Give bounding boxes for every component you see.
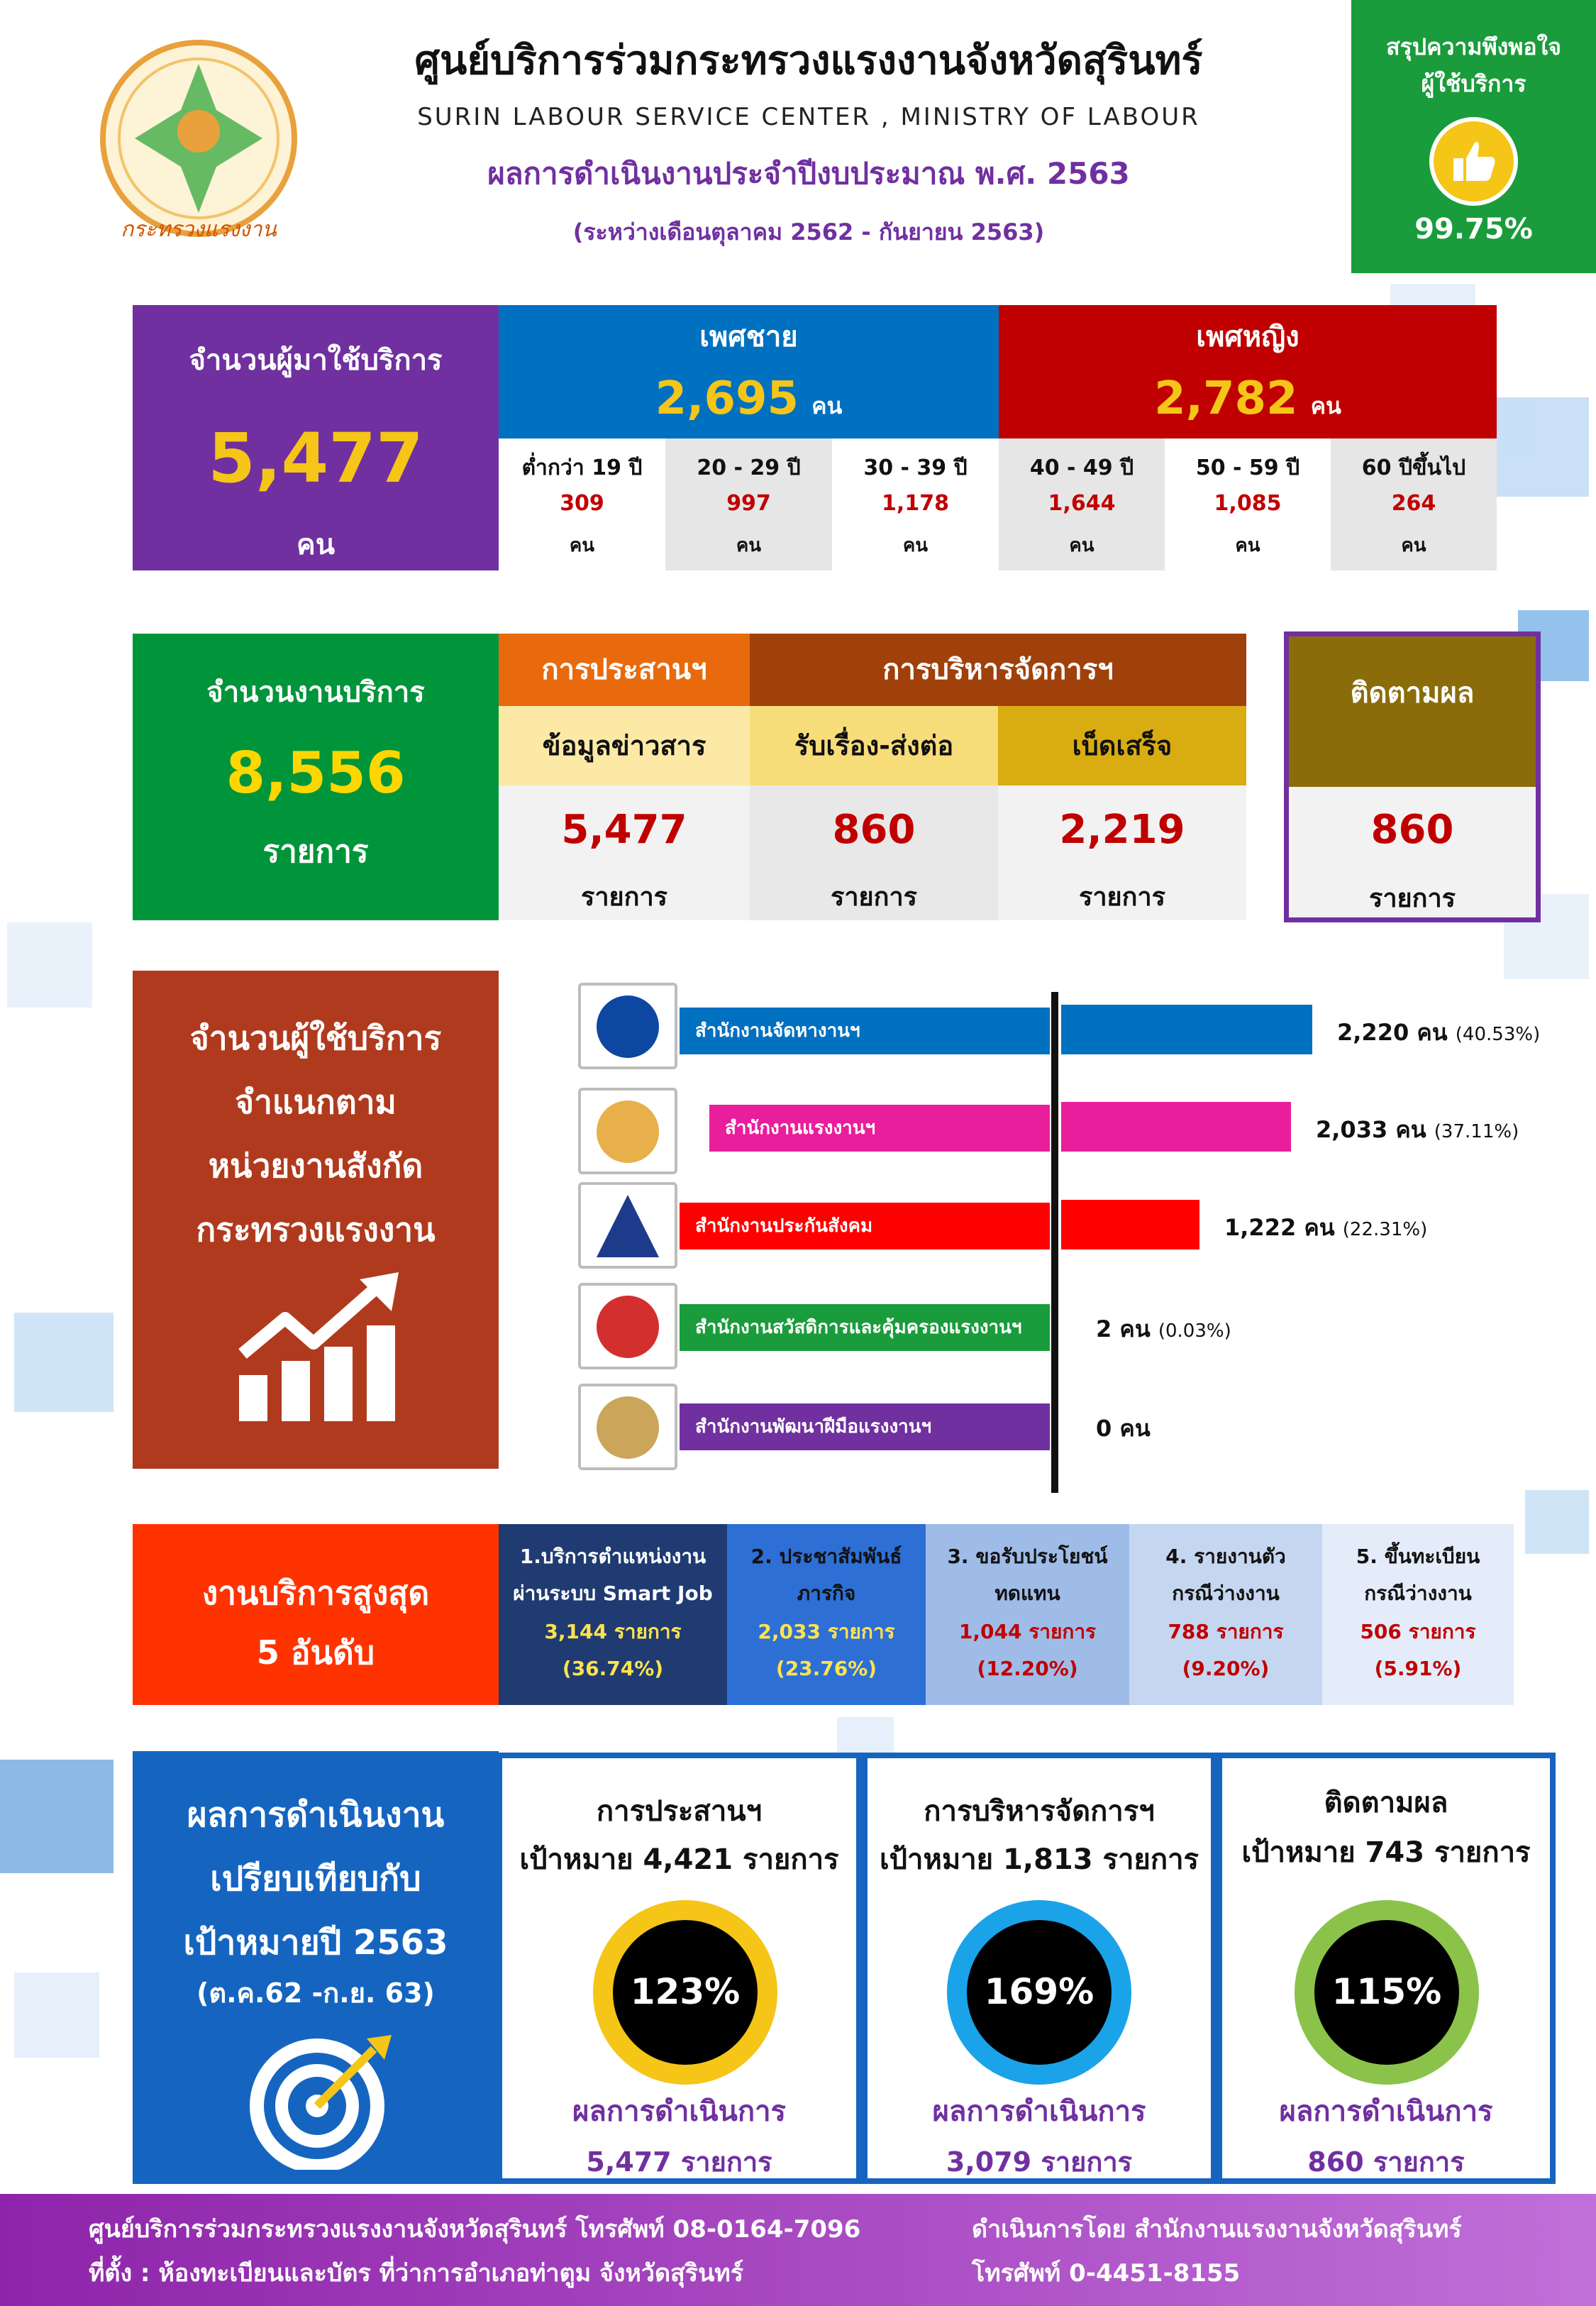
follow-up-header: ติดตามผล <box>1289 636 1536 787</box>
service-column-label: เบ็ดเสร็จ <box>998 706 1246 785</box>
logo-caption: กระทรวงแรงงาน <box>121 217 277 242</box>
page-subtitle-english: SURIN LABOUR SERVICE CENTER , MINISTRY OF LABOUR <box>417 103 1200 131</box>
result-value: 860 รายการ <box>1307 2146 1465 2178</box>
top5-item-label <box>926 1538 1129 1612</box>
employment-office-logo-icon <box>597 995 659 1058</box>
agency-bar-percent: (37.11%) <box>1434 1121 1519 1142</box>
agencies-title-line: จำแนกตาม <box>235 1083 397 1121</box>
age-group-unit: คน <box>902 535 929 556</box>
top5-item-value <box>1129 1613 1322 1687</box>
users-total-label: จำนวนผู้มาใช้บริการ <box>189 344 443 377</box>
agency-bar-label: สำนักงานจัดหางานฯ <box>680 1008 1050 1054</box>
footer-center-contact: ศูนย์บริการร่วมกระทรวงแรงงานจังหวัดสุรินทร์ โทรศัพท์ 08-0164-7096 <box>89 2215 861 2244</box>
agency-bar <box>1061 1200 1199 1249</box>
top5-item <box>1129 1524 1322 1705</box>
age-group-cell <box>999 438 1165 570</box>
comparison-period: (ต.ค.62 -ก.ย. 63) <box>196 1977 435 2009</box>
service-column-cell <box>499 785 750 920</box>
thumbs-up-icon <box>1429 117 1518 206</box>
agency-bar-percent: (40.53%) <box>1455 1024 1541 1045</box>
service-column-unit: รายการ <box>831 883 917 912</box>
female-unit: คน <box>1310 392 1341 419</box>
services-total-label: จำนวนงานบริการ <box>206 676 425 709</box>
result-label: ผลการดำเนินการ <box>1279 2095 1493 2128</box>
top5-item-count: 788 รายการ <box>1168 1620 1284 1643</box>
top5-item-value <box>499 1613 727 1687</box>
agency-bar-percent: (22.31%) <box>1342 1219 1428 1240</box>
age-group-unit: คน <box>1069 535 1095 556</box>
result-percent: 169% <box>984 1971 1095 2012</box>
agencies-title-line: จำนวนผู้ใช้บริการ <box>189 1019 442 1057</box>
result-card-coordination <box>497 1753 862 2184</box>
comparison-title-line: เป้าหมายปี 2563 <box>183 1923 448 1963</box>
satisfaction-title-line1: สรุปความพึงพอใจ <box>1386 33 1561 60</box>
agency-bar-value <box>1316 1112 1519 1148</box>
result-percent: 115% <box>1331 1971 1442 2012</box>
top5-item-line: 3. ขอรับประโยชน์ <box>947 1545 1108 1568</box>
agencies-panel <box>133 971 499 1469</box>
service-column-label: ข้อมูลข่าวสาร <box>499 706 750 785</box>
services-total-unit: รายการ <box>262 834 369 870</box>
age-group-label: 20 - 29 ปี <box>697 456 801 480</box>
male-unit: คน <box>811 392 843 419</box>
top5-item-percent: (36.74%) <box>562 1657 664 1680</box>
satisfaction-panel <box>1351 0 1596 273</box>
agency-bar-label: สำนักงานแรงงานฯ <box>709 1105 1050 1152</box>
top5-item-percent: (12.20%) <box>977 1657 1078 1680</box>
result-card-target: เป้าหมาย 4,421 รายการ <box>519 1843 839 1876</box>
agency-bar-count: 1,222 คน <box>1224 1214 1343 1241</box>
age-group-unit: คน <box>569 535 595 556</box>
top5-item-label <box>499 1538 727 1612</box>
top5-title <box>133 1563 499 1682</box>
users-total-unit: คน <box>296 529 336 561</box>
top5-item <box>926 1524 1129 1705</box>
agency-bar-value <box>1096 1311 1231 1347</box>
male-label: เพศชาย <box>699 321 798 353</box>
result-label: ผลการดำเนินการ <box>932 2095 1146 2128</box>
comparison-panel <box>133 1751 499 2184</box>
result-card-target: เป้าหมาย 1,813 รายการ <box>879 1843 1199 1876</box>
result-progress-ring <box>947 1900 1131 2085</box>
follow-up-value: 860 <box>1370 807 1454 853</box>
top5-item-line: 1.บริการตำแหน่งงาน <box>519 1545 706 1568</box>
age-group-value: 997 <box>726 491 771 516</box>
female-count-row <box>999 373 1497 425</box>
result-percent: 123% <box>630 1971 741 2012</box>
agency-logo <box>578 1182 677 1269</box>
age-group-value: 1,644 <box>1048 491 1116 516</box>
agency-logo <box>578 1283 677 1369</box>
top5-item <box>1322 1524 1514 1705</box>
labour-office-logo-icon <box>597 1100 659 1163</box>
agency-bar-count: 2,220 คน <box>1337 1019 1456 1046</box>
age-group-label: ต่ำกว่า 19 ปี <box>521 456 643 480</box>
male-count: 2,695 <box>655 373 799 425</box>
service-column-value: 5,477 <box>561 807 687 853</box>
welfare-protection-logo-icon <box>597 1296 659 1358</box>
top5-item-line: ทดแทน <box>994 1582 1060 1605</box>
skill-development-logo-icon <box>597 1396 659 1459</box>
top5-item-count: 2,033 รายการ <box>758 1620 895 1643</box>
result-card-title: การบริหารจัดการฯ <box>924 1795 1155 1828</box>
top5-item-line: 5. ขึ้นทะเบียน <box>1356 1545 1480 1568</box>
top5-item-label <box>1129 1538 1322 1612</box>
top5-item-value <box>1322 1613 1514 1687</box>
follow-up-panel <box>1284 631 1541 922</box>
result-card-title: การประสานฯ <box>596 1795 763 1828</box>
top5-item-line: 4. รายงานตัว <box>1165 1545 1286 1568</box>
footer-operator-phone: โทรศัพท์ 0-4451-8155 <box>972 2259 1241 2288</box>
agency-bar-label: สำนักงานพัฒนาฝีมือแรงงานฯ <box>680 1403 1050 1450</box>
age-group-cell <box>1165 438 1331 570</box>
agency-bar-value <box>1337 1015 1540 1051</box>
female-header <box>999 305 1497 438</box>
age-group-value: 264 <box>1391 491 1436 516</box>
comparison-title-line: เปรียบเทียบกับ <box>210 1859 421 1899</box>
service-column-unit: รายการ <box>581 883 667 912</box>
top5-item-line: กรณีว่างงาน <box>1364 1582 1472 1605</box>
footer-location: ที่ตั้ง : ห้องทะเบียนและบัตร ที่ว่าการอำเภอท่าตูม จังหวัดสุรินทร์ <box>89 2259 743 2288</box>
service-column-unit: รายการ <box>1079 883 1165 912</box>
female-count: 2,782 <box>1154 373 1298 425</box>
agencies-title-line: หน่วยงานสังกัด <box>208 1147 423 1185</box>
top5-item-label <box>727 1538 926 1612</box>
services-total-value: 8,556 <box>226 740 406 806</box>
age-group-value: 1,178 <box>882 491 949 516</box>
age-group-label: 30 - 39 ปี <box>863 456 968 480</box>
services-total-panel <box>133 634 499 920</box>
service-column-label: รับเรื่อง-ส่งต่อ <box>750 706 998 785</box>
reporting-period: (ระหว่างเดือนตุลาคม 2562 - กันยายน 2563) <box>572 219 1045 246</box>
satisfaction-title <box>1351 28 1596 102</box>
top5-item-line: ภารกิจ <box>797 1582 856 1605</box>
agency-bar-label: สำนักงานประกันสังคม <box>680 1203 1050 1249</box>
comparison-title <box>133 1783 499 1975</box>
top5-title-line2: 5 อันดับ <box>256 1633 375 1672</box>
age-group-unit: คน <box>1401 535 1426 556</box>
top5-item-line: ผ่านระบบ Smart Job <box>513 1582 713 1605</box>
coordination-header: การประสานฯ <box>499 634 750 706</box>
age-group-cell <box>665 438 832 570</box>
satisfaction-value: 99.75% <box>1414 213 1533 246</box>
agency-bar-percent: (0.03%) <box>1158 1320 1231 1342</box>
age-group-value: 1,085 <box>1214 491 1282 516</box>
service-column-value: 2,219 <box>1059 807 1185 853</box>
age-group-value: 309 <box>560 491 604 516</box>
service-column-cell <box>998 785 1246 920</box>
page-title: ศูนย์บริการร่วมกระทรวงแรงงานจังหวัดสุรินทร์ <box>414 38 1203 84</box>
footer-operator: ดำเนินการโดย สำนักงานแรงงานจังหวัดสุรินทร์ <box>972 2215 1462 2244</box>
age-group-label: 50 - 59 ปี <box>1195 456 1300 480</box>
agency-logo <box>578 1384 677 1470</box>
age-group-cell <box>832 438 999 570</box>
top5-item-percent: (5.91%) <box>1374 1657 1462 1680</box>
top5-item-percent: (9.20%) <box>1182 1657 1270 1680</box>
result-card-follow-up <box>1217 1753 1556 2184</box>
male-count-row <box>499 373 999 425</box>
result-card-target: เป้าหมาย 743 รายการ <box>1241 1836 1531 1869</box>
chart-axis-line <box>1051 992 1058 1493</box>
agency-bar-count: 2 คน <box>1096 1315 1158 1342</box>
comparison-title-line: ผลการดำเนินงาน <box>187 1795 445 1835</box>
result-progress-ring <box>593 1900 777 2085</box>
top5-item-count: 1,044 รายการ <box>958 1620 1097 1643</box>
agency-logo <box>578 1088 677 1174</box>
agency-bar-value <box>1224 1210 1427 1246</box>
management-header: การบริหารจัดการฯ <box>750 634 1246 706</box>
result-title: ผลการดำเนินงานประจำปีงบประมาณ พ.ศ. 2563 <box>487 156 1130 191</box>
agencies-title <box>133 1006 499 1262</box>
service-column-value: 860 <box>832 807 916 853</box>
age-group-unit: คน <box>1235 535 1260 556</box>
male-header <box>499 305 999 438</box>
top5-item <box>727 1524 926 1705</box>
agencies-title-line: กระทรวงแรงงาน <box>196 1210 436 1249</box>
agency-bar <box>1061 1005 1312 1054</box>
top5-panel <box>133 1524 499 1705</box>
agency-bar-count: 2,033 คน <box>1316 1116 1434 1143</box>
satisfaction-title-line2: ผู้ใช้บริการ <box>1421 70 1526 97</box>
top5-item-line: 2. ประชาสัมพันธ์ <box>750 1545 902 1568</box>
result-card-management <box>862 1753 1217 2184</box>
age-group-unit: คน <box>736 535 762 556</box>
top5-item-value <box>926 1613 1129 1687</box>
age-group-cell <box>499 438 665 570</box>
growth-chart-icon <box>232 1269 402 1425</box>
age-group-label: 60 ปีขึ้นไป <box>1361 456 1466 480</box>
top5-item-label <box>1322 1538 1514 1612</box>
users-total-value: 5,477 <box>208 419 423 498</box>
result-card-title: ติดตามผล <box>1324 1787 1448 1819</box>
female-label: เพศหญิง <box>1196 321 1299 353</box>
result-label: ผลการดำเนินการ <box>572 2095 787 2128</box>
users-total-panel <box>133 305 499 570</box>
top5-item-percent: (23.76%) <box>775 1657 877 1680</box>
top5-item-line: กรณีว่างงาน <box>1172 1582 1280 1605</box>
agency-bar-count: 0 คน <box>1096 1415 1151 1442</box>
agency-bar-label: สำนักงานสวัสดิการและคุ้มครองแรงงานฯ <box>680 1304 1050 1351</box>
top5-item-count: 3,144 รายการ <box>544 1620 682 1643</box>
result-value: 3,079 รายการ <box>946 2146 1133 2178</box>
follow-up-unit: รายการ <box>1369 884 1456 913</box>
agency-bar-value <box>1096 1411 1151 1447</box>
age-group-cell <box>1331 438 1497 570</box>
social-security-logo-icon <box>597 1195 659 1257</box>
top5-item <box>499 1524 727 1705</box>
age-group-label: 40 - 49 ปี <box>1029 456 1134 480</box>
agency-bar <box>1061 1102 1291 1152</box>
agency-logo <box>578 983 677 1069</box>
top5-item-value <box>727 1613 926 1687</box>
result-progress-ring <box>1295 1900 1479 2085</box>
footer <box>0 2194 1596 2306</box>
target-icon <box>246 2028 402 2170</box>
top5-item-count: 506 รายการ <box>1360 1620 1476 1643</box>
top5-title-line1: งานบริการสูงสุด <box>201 1574 430 1612</box>
result-value: 5,477 รายการ <box>586 2146 772 2178</box>
service-column-cell <box>750 785 998 920</box>
